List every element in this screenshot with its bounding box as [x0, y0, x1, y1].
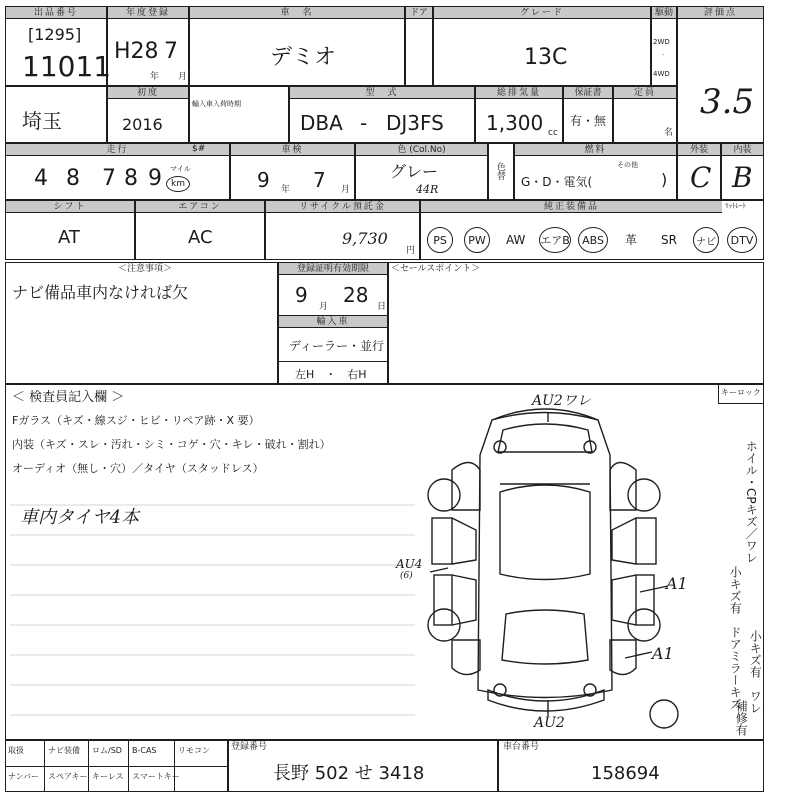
color: グレー: [390, 162, 439, 181]
mileage-digit-3: 7: [102, 166, 116, 191]
damage-bottom: AU2: [534, 715, 565, 731]
color-code: 44R: [416, 183, 439, 196]
drive-2wd: 2WD: [653, 38, 670, 46]
fuel: G・D・電気(: [521, 175, 593, 189]
chassis: 158694: [591, 763, 660, 784]
drive-label: 駆動: [652, 7, 676, 19]
plate: 長野 502 せ 3418: [273, 763, 425, 784]
mileage-digit-1: 4: [34, 166, 48, 191]
color-change-label: 色替: [494, 162, 505, 180]
cc-label: 総排気量: [476, 87, 562, 99]
equip-leather: 革: [625, 233, 638, 247]
fuel-close: ): [661, 170, 668, 189]
type-a: DBA: [300, 111, 343, 135]
score: 3.5: [700, 82, 755, 122]
shift-label: シフト: [6, 201, 134, 213]
footer-acc-3: ロム/SD: [92, 746, 122, 755]
drive-dot: ·: [662, 51, 665, 59]
type-b: DJ3FS: [386, 111, 444, 135]
lot-sub: [1295]: [28, 25, 82, 44]
footer-acc-7: スペアキー: [48, 772, 88, 781]
damage-right-2: A1: [652, 644, 674, 663]
footer-acc-8: キーレス: [92, 772, 124, 781]
inspector-line1: Fガラス（キズ・線スジ・ヒビ・リペア跡・X 要）: [12, 414, 260, 427]
exterior: C: [690, 161, 712, 194]
car-name-label: 車 名: [190, 7, 404, 19]
lot-label: 出品番号: [6, 7, 106, 19]
interior-label: 内装: [722, 144, 763, 156]
mat-label: ﾏｯﾄﾚｰﾄ: [725, 202, 746, 210]
cert-month: 9: [295, 283, 308, 307]
import-type-label: 輸入車: [279, 316, 387, 328]
footer-acc-2: ナビ装備: [48, 746, 80, 755]
interior: B: [732, 161, 753, 194]
inspector-line2: 内装（キズ・スレ・汚れ・シミ・コゲ・穴・キレ・破れ・割れ）: [12, 438, 331, 451]
first-reg: 2016: [122, 115, 163, 134]
warranty: 有・無: [570, 114, 607, 128]
equip-sr: SR: [661, 233, 677, 247]
inspection-label: 車検: [231, 144, 354, 156]
recycle-label: リサイクル預託金: [266, 201, 419, 213]
footer-acc-1: 取扱: [8, 746, 24, 755]
footer-acc-5: リモコン: [178, 746, 210, 755]
equip-abs: ABS: [578, 227, 608, 253]
insp-day: 7: [313, 168, 326, 192]
import-label: 輸入車入荷時期: [192, 100, 241, 108]
year-label: 年度登録: [108, 7, 188, 19]
equip-airbag: エアB: [539, 227, 571, 253]
cc-unit: cc: [548, 128, 558, 138]
year-char: 年: [150, 72, 160, 82]
sales-point-label: ＜セールスポイント＞: [391, 264, 481, 274]
side-note-1: ホイル・CPキズ／ワレ: [744, 440, 759, 564]
insp-month-char: 月: [341, 185, 351, 195]
footer-acc-9: スマートキー: [132, 772, 180, 781]
insp-month: 9: [257, 168, 270, 192]
mileage-digit-2: 8: [66, 166, 80, 191]
cert-month-char: 月: [319, 302, 329, 312]
mileage-flag: $#: [192, 144, 206, 154]
mileage-digit-5: 9: [148, 166, 162, 191]
steering: 左H ・ 右H: [295, 368, 367, 381]
equip-pw: PW: [464, 227, 490, 253]
drive-4wd: 4WD: [653, 70, 670, 78]
yen-unit: 円: [406, 246, 416, 256]
equip-label: 純正装備品: [421, 201, 722, 213]
type-dash: -: [360, 111, 368, 135]
lot-number: 11011: [22, 50, 112, 83]
recycle: 9,730: [342, 229, 388, 248]
notice-text: ナビ備品車内なければ欠: [12, 283, 189, 302]
side-note-2: 小キズ有 ドアミラーキズ: [728, 566, 743, 710]
mile-unit: マイル: [170, 165, 191, 173]
exterior-label: 外装: [678, 144, 720, 156]
grade-label: グレード: [434, 7, 650, 19]
side-note-3: 小キズ有 ワレ: [748, 630, 763, 714]
footer-acc-4: B-CAS: [132, 746, 157, 755]
shift: AT: [58, 227, 80, 248]
keylock-label: キーロック: [721, 388, 761, 397]
reg-month: 7: [164, 39, 178, 64]
inspector-title: ＜ 検査員記入欄 ＞: [12, 390, 125, 405]
plate-label: 登録番号: [231, 742, 268, 752]
notice-label: ＜注意事項＞: [118, 264, 173, 274]
equip-navi: ナビ: [693, 227, 719, 253]
import-type: ディーラー・並行: [289, 339, 385, 353]
chassis-box: [498, 740, 764, 792]
fuel-label: 燃料: [515, 144, 676, 156]
damage-right-1: A1: [666, 574, 688, 593]
chassis-label: 車台番号: [503, 742, 540, 752]
km-unit: km: [166, 176, 190, 192]
equip-dtv: DTV: [727, 227, 757, 253]
door-label: ドア: [406, 7, 432, 19]
reg-era: H28: [114, 39, 159, 64]
region: 埼玉: [22, 109, 62, 133]
fuel-other: その他: [617, 161, 638, 169]
warranty-label: 保証書: [564, 87, 612, 99]
first-reg-label: 初度: [108, 87, 188, 99]
cert-day: 28: [343, 283, 369, 307]
ac-label: エアコン: [136, 201, 264, 213]
capacity-unit: 名: [664, 128, 674, 138]
grade: 13C: [524, 45, 568, 70]
plate-box: [228, 740, 498, 792]
cc: 1,300: [486, 111, 544, 135]
score-label: 評価点: [678, 7, 763, 19]
insp-year-char: 年: [281, 185, 291, 195]
cert-day-char: 日: [377, 302, 387, 312]
month-char: 月: [178, 72, 188, 82]
side-note-4: 補修有: [734, 700, 749, 736]
car-name: デミオ: [270, 45, 337, 70]
cert-label: 登録証明有効期限: [279, 263, 387, 275]
inspector-line3: オーディオ（無し・穴）／タイヤ（スタッドレス）: [12, 462, 264, 475]
damage-top: AU2ワレ: [532, 393, 591, 409]
footer-accessories: [5, 740, 228, 792]
color-label: 色 (Col.No): [356, 144, 487, 156]
equip-aw: AW: [506, 233, 526, 247]
type-label: 型 式: [290, 87, 474, 99]
damage-left-2: (6): [400, 571, 413, 581]
footer-acc-6: ナンバー: [8, 772, 40, 781]
inspector-handwritten: 車内タイヤ4本: [20, 507, 140, 528]
keylock-box: [718, 384, 764, 404]
equip-ps: PS: [427, 227, 453, 253]
ac: AC: [188, 227, 213, 248]
damage-left-1: AU4: [396, 557, 423, 571]
capacity-label: 定員: [614, 87, 676, 99]
mileage-digit-4: 8: [124, 166, 138, 191]
mileage-label: 走行: [6, 144, 229, 156]
